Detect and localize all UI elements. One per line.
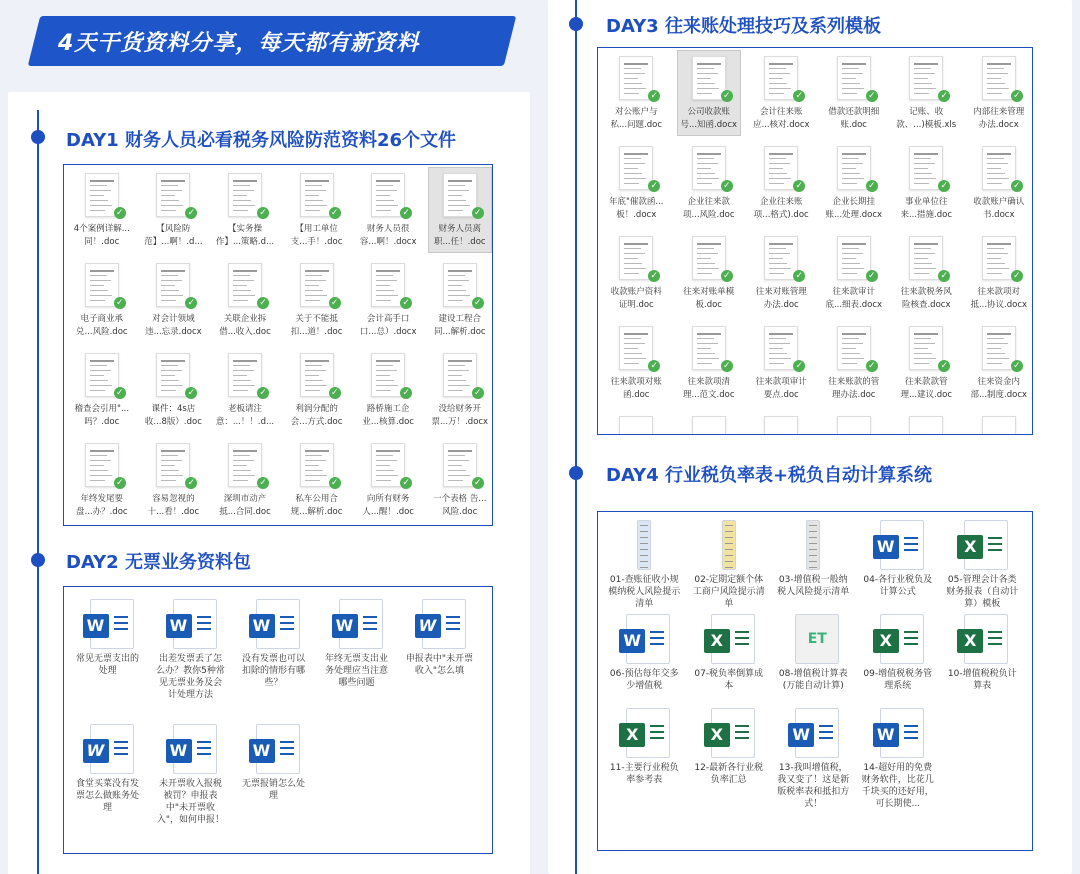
file-item[interactable]	[424, 173, 493, 263]
file-name-line: 板！.docx	[616, 210, 657, 220]
file-item[interactable]	[424, 443, 493, 526]
file-item[interactable]	[138, 173, 210, 263]
file-name-line: 往来款项清	[687, 377, 730, 387]
file-name: 06-预估每年交多少增值税	[609, 669, 679, 691]
file-item[interactable]	[963, 56, 1034, 146]
file-item[interactable]	[745, 236, 818, 326]
file-name: 没有发票也可以扣除的情形有哪些？	[241, 654, 305, 688]
excel-badge-icon: X	[619, 723, 645, 747]
word-file-icon	[876, 708, 924, 758]
file-item[interactable]	[673, 146, 746, 236]
file-item[interactable]	[281, 173, 353, 263]
file-name-line: 借款还款明细	[828, 107, 880, 117]
file-name-line: 往来款款管	[904, 377, 948, 387]
sheet-yellow-file-icon	[722, 520, 736, 570]
file-name: 13-我叫增值税，我又变了！这是新版税率表和抵扣方式！	[777, 763, 850, 809]
file-name-line: 作】...策略.d...	[215, 237, 275, 247]
word-file-icon	[252, 599, 300, 649]
file-item[interactable]	[398, 595, 481, 720]
file-name-line: 扣...道！.doc	[290, 327, 343, 337]
file-item[interactable]	[771, 610, 856, 704]
file-name-line: 往来对账管理	[755, 287, 807, 297]
file-item[interactable]	[600, 236, 673, 326]
file-name-line: 收...8版）.doc	[144, 417, 202, 427]
file-item[interactable]	[687, 610, 772, 704]
check-icon: ✓	[793, 270, 805, 282]
file-name: 01-查账征收小规模纳税人风险提示清单	[608, 575, 681, 609]
check-icon: ✓	[648, 360, 660, 372]
check-icon: ✓	[866, 360, 878, 372]
et-file-icon: ET	[795, 614, 839, 664]
file-name-line: 电子商业承	[80, 314, 124, 324]
file-name: 07-税负率倒算成本	[694, 669, 764, 691]
word-badge-icon: W	[788, 723, 814, 747]
file-item[interactable]	[149, 595, 232, 720]
file-item[interactable]	[687, 516, 772, 610]
check-icon: ✓	[938, 360, 950, 372]
word-badge-icon: W	[249, 614, 275, 638]
file-name: 02-定期定额个体工商户风险提示清单	[692, 575, 765, 609]
file-name-line: 十...看！.doc	[147, 507, 200, 517]
excel-alt-file-icon	[711, 708, 755, 758]
file-item[interactable]	[963, 236, 1034, 326]
file-name-line: 项...格式).doc	[753, 210, 809, 220]
file-name-line: 往来款项审计	[755, 377, 807, 387]
check-icon: ✓	[1011, 360, 1023, 372]
check-icon: ✓	[114, 387, 126, 399]
word-alt-badge-icon: W	[415, 614, 441, 638]
file-item[interactable]	[66, 173, 138, 263]
check-icon: ✓	[938, 90, 950, 102]
file-item[interactable]	[818, 326, 891, 416]
check-icon: ✓	[257, 297, 269, 309]
file-name-line: 款、...)模板.xls	[896, 120, 957, 130]
file-name: 食堂买菜没有发票怎么做账务处理	[75, 779, 139, 813]
file-name-line: 收款账户资料	[610, 287, 662, 297]
file-name-line: 底...细表.docx	[825, 300, 883, 310]
file-name-line: 意：...！！.d...	[215, 417, 275, 427]
sheet-blue-file-icon	[637, 520, 651, 570]
file-item[interactable]	[963, 326, 1034, 416]
doc-thumbnail-icon	[692, 416, 726, 435]
day1-file-grid	[63, 164, 493, 526]
file-name-line: 账...处理.docx	[825, 210, 883, 220]
file-name: 08-增值税计算表(万能自动计算)	[778, 669, 848, 691]
file-item[interactable]	[602, 516, 687, 610]
check-icon: ✓	[329, 387, 341, 399]
file-item[interactable]	[66, 720, 149, 845]
file-name-line: 老板请注	[227, 404, 262, 414]
file-name: 申报表中"未开票收入"怎么填	[405, 654, 474, 676]
file-item[interactable]	[424, 263, 493, 353]
file-item[interactable]	[890, 236, 963, 326]
file-name-line: 往来款审计	[832, 287, 875, 297]
file-item[interactable]	[600, 56, 673, 146]
file-name-line: 同！.doc	[84, 237, 120, 247]
word-badge-icon: W	[249, 739, 275, 763]
check-icon: ✓	[938, 270, 950, 282]
file-name-line: 收款账户确认	[973, 197, 1025, 207]
file-name-line: 往来对账单模	[683, 287, 735, 297]
file-item[interactable]	[818, 236, 891, 326]
day3-dot	[569, 17, 583, 31]
check-icon: ✓	[185, 297, 197, 309]
file-name-line: 办法.doc	[763, 300, 799, 310]
timeline-line-right	[575, 0, 577, 874]
file-item[interactable]	[771, 704, 856, 809]
file-name-line: 私...问题.doc	[610, 120, 663, 130]
file-item[interactable]	[818, 146, 891, 236]
file-name-line: 风险.doc	[442, 507, 478, 517]
word-badge-icon: W	[166, 614, 192, 638]
check-icon: ✓	[329, 297, 341, 309]
word-file-icon	[86, 599, 134, 649]
file-item[interactable]	[687, 704, 772, 798]
file-name-line: 财务人员很	[366, 224, 410, 234]
check-icon: ✓	[793, 90, 805, 102]
excel-file-icon	[880, 614, 924, 664]
excel-badge-icon: X	[957, 629, 983, 653]
check-icon: ✓	[721, 360, 733, 372]
check-icon: ✓	[721, 270, 733, 282]
file-name-line: 项...风险.doc	[682, 210, 735, 220]
check-icon: ✓	[472, 297, 484, 309]
file-name-line: 范】...啊！.d...	[144, 237, 203, 247]
file-name-line: 业...核算.doc	[362, 417, 414, 427]
word-badge-icon: W	[873, 535, 899, 559]
doc-thumbnail-icon	[982, 416, 1016, 435]
day2-dot	[31, 553, 45, 567]
file-name: 11-主要行业税负率参考表	[609, 763, 679, 785]
excel-file-icon	[964, 614, 1008, 664]
check-icon: ✓	[866, 180, 878, 192]
check-icon: ✓	[185, 207, 197, 219]
check-icon: ✓	[185, 477, 197, 489]
check-icon: ✓	[472, 207, 484, 219]
file-name-line: 会计高手口	[366, 314, 410, 324]
check-icon: ✓	[329, 207, 341, 219]
file-item[interactable]	[281, 353, 353, 443]
file-item[interactable]	[315, 595, 398, 720]
file-item[interactable]	[745, 146, 818, 236]
file-name: 05-管理会计各类财务报表（自动计算）模板	[946, 575, 1019, 609]
word-file-icon	[792, 708, 839, 758]
word-file-icon	[252, 724, 300, 774]
file-name-line: 容...啊！.docx	[359, 237, 417, 247]
file-name-line: 吗？.doc	[84, 417, 120, 427]
word-file-icon	[169, 724, 217, 774]
file-item[interactable]	[209, 353, 281, 443]
check-icon: ✓	[1011, 90, 1023, 102]
file-name-line: 同...解析.doc	[434, 327, 486, 337]
check-icon: ✓	[721, 180, 733, 192]
file-name-line: 险核查.docx	[901, 300, 951, 310]
file-item[interactable]	[66, 263, 138, 353]
file-name-line: 深圳市动产	[223, 494, 267, 504]
check-icon: ✓	[257, 387, 269, 399]
file-name-line: 会...方式.doc	[290, 417, 343, 427]
check-icon: ✓	[114, 207, 126, 219]
word-alt-badge-icon: W	[83, 739, 109, 763]
file-item[interactable]	[66, 353, 138, 443]
file-name: 出差发票丢了怎么办？教你5种常见无票业务及会计处理方法	[156, 654, 225, 700]
file-item[interactable]	[940, 516, 1025, 610]
file-name: 无票报销怎么处理	[241, 779, 305, 801]
file-name-line: 理...范文.doc	[682, 390, 735, 400]
file-item[interactable]	[940, 610, 1025, 704]
file-item[interactable]	[66, 595, 149, 720]
file-name-line: 【风险防	[156, 224, 191, 234]
file-name-line: 号...知函.docx	[680, 120, 738, 130]
file-name-line: 私车公用合	[295, 494, 338, 504]
word-file-icon	[623, 614, 670, 664]
check-icon: ✓	[648, 270, 660, 282]
check-icon: ✓	[1011, 270, 1023, 282]
file-name-line: 关联企业拆	[223, 314, 267, 324]
file-name-line: 职...任！.doc	[434, 237, 486, 247]
file-name: 03-增值税一般纳税人风险提示清单	[777, 575, 850, 597]
file-item[interactable]	[281, 443, 353, 526]
file-name-line: 【实务操	[227, 224, 262, 234]
file-name-line: 书.docx	[982, 210, 1015, 220]
file-name-line: 账.doc	[840, 120, 867, 130]
word-alt-file-icon	[418, 599, 466, 649]
file-item[interactable]	[890, 56, 963, 146]
word-badge-icon: W	[332, 614, 358, 638]
file-name-line: 往来款项对账	[610, 377, 662, 387]
banner-title: 4天干货资料分享，每天都有新资料	[58, 31, 420, 56]
file-name: 10-增值税税负计算表	[947, 669, 1017, 691]
file-item[interactable]	[600, 146, 673, 236]
file-item[interactable]	[890, 146, 963, 236]
file-item[interactable]	[138, 443, 210, 526]
file-name-line: 对会计领域	[152, 314, 195, 324]
file-name-line: 关于不能抵	[295, 314, 338, 324]
file-item[interactable]	[209, 173, 281, 263]
file-item[interactable]	[890, 326, 963, 416]
file-name-line: 会计往来账	[759, 107, 803, 117]
file-item[interactable]	[232, 595, 315, 720]
word-badge-icon: W	[166, 739, 192, 763]
file-name-line: 往来款税务风	[900, 287, 952, 297]
file-item[interactable]	[963, 146, 1034, 236]
word-badge-icon: W	[619, 629, 645, 653]
check-icon: ✓	[114, 477, 126, 489]
file-name-line: 年底"催款函...	[608, 197, 664, 207]
file-name-line: 票...万！.docx	[431, 417, 489, 427]
check-icon: ✓	[257, 207, 269, 219]
file-item[interactable]	[209, 263, 281, 353]
file-name-line: 往来资金内	[977, 377, 1020, 387]
file-item[interactable]	[138, 353, 210, 443]
file-item[interactable]	[856, 704, 941, 809]
file-name-line: 违...忘录.docx	[145, 327, 202, 337]
file-name-line: 路桥施工企	[366, 404, 410, 414]
day2-title: DAY2 无票业务资料包	[66, 552, 251, 573]
check-icon: ✓	[400, 207, 412, 219]
file-name-line: 应...核对.docx	[752, 120, 810, 130]
file-name-line: 课件：4s店	[151, 404, 196, 414]
file-item[interactable]	[771, 516, 856, 610]
check-icon: ✓	[1011, 180, 1023, 192]
file-name-line: 一个表格 告...	[433, 494, 487, 504]
file-name-line: 【用工单位	[295, 224, 338, 234]
file-name: 常见无票支出的处理	[75, 654, 139, 676]
word-file-icon	[335, 599, 383, 649]
file-item[interactable]	[600, 326, 673, 416]
day3-file-grid	[597, 47, 1033, 435]
doc-thumbnail-icon	[837, 416, 871, 435]
file-name-line: 证明.doc	[618, 300, 654, 310]
check-icon: ✓	[793, 360, 805, 372]
excel-alt-badge-icon: X	[704, 723, 730, 747]
check-icon: ✓	[329, 477, 341, 489]
file-name-line: 建设工程合	[438, 314, 482, 324]
file-name: 14-超好用的免费财务软件，比花几千块买的还好用，可长期使...	[861, 763, 934, 809]
word-badge-icon: W	[873, 723, 899, 747]
file-name-line: 口...总）.docx	[359, 327, 417, 337]
file-item[interactable]	[352, 353, 424, 443]
excel-alt-file-icon	[711, 614, 755, 664]
file-item[interactable]	[745, 326, 818, 416]
word-badge-icon: W	[83, 614, 109, 638]
excel-file-icon	[626, 708, 670, 758]
file-name-line: 利润分配的	[295, 404, 338, 414]
file-name-line: 内部往来管理	[973, 107, 1025, 117]
file-item[interactable]	[66, 443, 138, 526]
excel-badge-icon: X	[957, 535, 983, 559]
file-item[interactable]	[673, 236, 746, 326]
doc-thumbnail-icon	[619, 416, 653, 435]
file-item[interactable]	[138, 263, 210, 353]
day1-title: DAY1 财务人员必看税务风险防范资料26个文件	[66, 130, 457, 151]
word-alt-file-icon	[86, 724, 134, 774]
file-name: 09-增值税税务管理系统	[863, 669, 933, 691]
doc-thumbnail-icon	[909, 416, 943, 435]
file-name-line: 板.doc	[695, 300, 722, 310]
file-name-line: 抵...合同.doc	[219, 507, 271, 517]
file-name-line: 借...收入.doc	[219, 327, 271, 337]
check-icon: ✓	[400, 477, 412, 489]
file-name-line: 向所有财务	[366, 494, 410, 504]
file-item[interactable]	[673, 56, 746, 146]
file-item[interactable]	[352, 443, 424, 526]
file-name-line: 公司收款账	[687, 107, 730, 117]
file-name-line: 对公账户与	[614, 107, 658, 117]
file-name-line: 企业往来账	[759, 197, 803, 207]
file-name-line: 往来款项对	[977, 287, 1020, 297]
file-name-line: 往来账款的管	[828, 377, 880, 387]
file-name-line: 理...建议.doc	[900, 390, 953, 400]
check-icon: ✓	[648, 90, 660, 102]
file-name-line: 要点.doc	[763, 390, 799, 400]
day1-dot	[31, 130, 45, 144]
day3-title: DAY3 往来账处理技巧及系列模板	[606, 16, 881, 37]
day4-dot	[569, 466, 583, 480]
file-name-line: 规...解析.doc	[290, 507, 343, 517]
file-name-line: 记账、收	[909, 107, 944, 117]
file-name: 未开票收入报税被罚？申报表中"未开票收入"，如何申报！	[156, 779, 225, 825]
word-file-icon	[169, 599, 217, 649]
file-item[interactable]	[232, 720, 315, 845]
file-name-line: 盘...办？.doc	[76, 507, 128, 517]
check-icon: ✓	[472, 477, 484, 489]
file-item[interactable]	[424, 353, 493, 443]
doc-thumbnail-icon	[764, 416, 798, 435]
check-icon: ✓	[400, 297, 412, 309]
file-item[interactable]	[856, 516, 941, 610]
file-name-line: 事业单位往	[904, 197, 948, 207]
word-file-icon	[876, 520, 924, 570]
file-name-line: 兑...风险.doc	[76, 327, 128, 337]
day2-file-grid	[63, 586, 493, 854]
file-item[interactable]	[352, 173, 424, 263]
check-icon: ✓	[114, 297, 126, 309]
file-name-line: 企业长期挂	[832, 197, 875, 207]
file-item[interactable]	[352, 263, 424, 353]
file-name-line: 4个案例详解...	[73, 224, 130, 234]
file-item[interactable]	[856, 610, 941, 704]
file-item[interactable]	[149, 720, 232, 845]
file-item[interactable]	[209, 443, 281, 526]
file-item[interactable]	[602, 704, 687, 798]
sheet-gray-file-icon	[806, 520, 820, 570]
file-name: 12-最新各行业税负率汇总	[694, 763, 764, 785]
excel-badge-icon: X	[873, 629, 899, 653]
check-icon: ✓	[257, 477, 269, 489]
file-name-line: 函.doc	[623, 390, 650, 400]
check-icon: ✓	[472, 387, 484, 399]
file-name-line: 人...醒！.doc	[362, 507, 414, 517]
file-name-line: 稽查会引用"...	[74, 404, 130, 414]
file-name: 年终无票支出业务处理应当注意哪些问题	[324, 654, 388, 688]
check-icon: ✓	[721, 90, 733, 102]
day4-file-grid	[597, 511, 1033, 851]
day4-title: DAY4 行业税负率表+税负自动计算系统	[606, 465, 933, 486]
check-icon: ✓	[866, 90, 878, 102]
timeline-line-left	[37, 110, 39, 874]
file-item[interactable]	[818, 56, 891, 146]
check-icon: ✓	[866, 270, 878, 282]
file-name-line: 企业往来款	[687, 197, 730, 207]
file-name-line: 抵...协议.docx	[970, 300, 1028, 310]
check-icon: ✓	[793, 180, 805, 192]
check-icon: ✓	[648, 180, 660, 192]
file-name-line: 支...手！.doc	[290, 237, 343, 247]
file-name-line: 财务人员离	[438, 224, 482, 234]
file-name-line: 办法.docx	[978, 120, 1019, 130]
file-name-line: 没给财务开	[438, 404, 482, 414]
check-icon: ✓	[400, 387, 412, 399]
excel-file-icon	[964, 520, 1008, 570]
file-name-line: 容易忽视的	[152, 494, 195, 504]
file-name-line: 部...制度.docx	[970, 390, 1028, 400]
file-name-line: 年终发尾要	[80, 494, 124, 504]
file-item[interactable]	[602, 610, 687, 704]
file-item[interactable]	[281, 263, 353, 353]
file-name: 04-各行业税负及计算公式	[863, 575, 933, 597]
check-icon: ✓	[938, 180, 950, 192]
excel-alt-badge-icon: X	[704, 629, 730, 653]
file-name-line: 来...措施.doc	[900, 210, 953, 220]
file-name-line: 理办法.doc	[832, 390, 876, 400]
check-icon: ✓	[185, 387, 197, 399]
file-item[interactable]	[745, 56, 818, 146]
file-item[interactable]	[673, 326, 746, 416]
